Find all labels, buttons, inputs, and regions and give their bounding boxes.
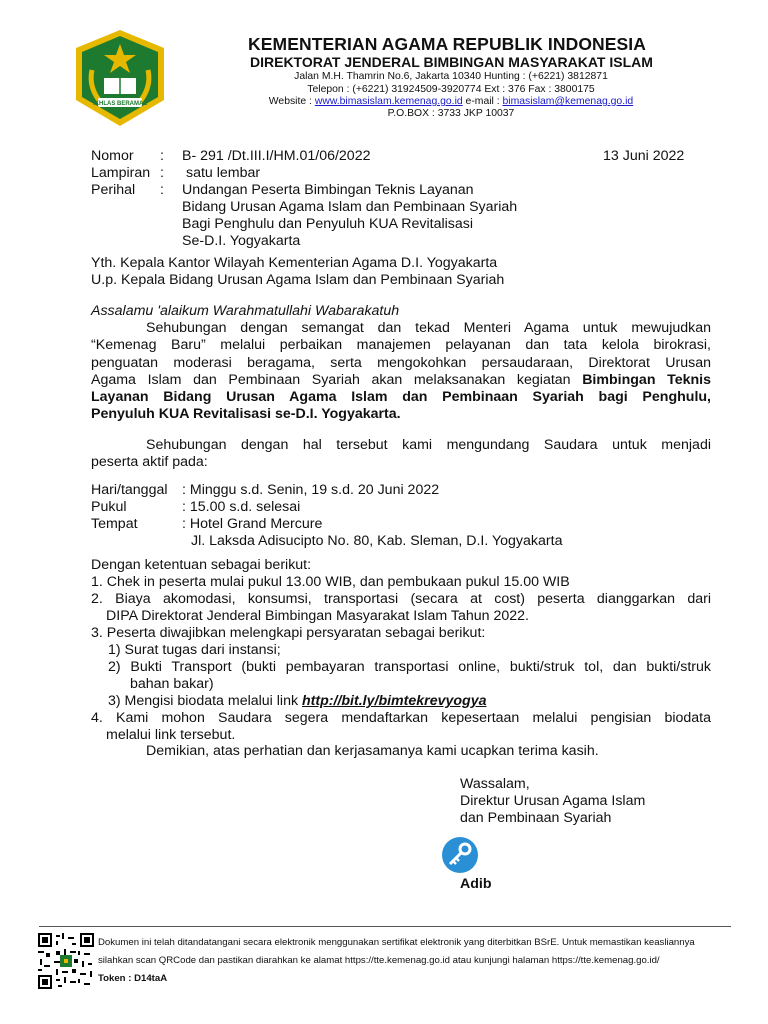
signer-title: Direktur Urusan Agama Islam	[460, 793, 646, 809]
term-item-4	[91, 710, 711, 727]
footer-token: Token : D14taA	[98, 973, 168, 984]
time-value: : 15.00 s.d. selesai	[182, 499, 301, 515]
terms-intro: Dengan ketentuan sebagai berikut:	[91, 557, 312, 573]
website-label: Website :	[268, 96, 315, 107]
header-web-line	[236, 96, 666, 107]
recipient-line: Yth. Kepala Kantor Wilayah Kementerian Agama D.I. Yogyakarta	[91, 255, 498, 271]
qr-code-icon[interactable]	[38, 933, 94, 989]
kemenag-logo	[68, 26, 172, 130]
nomor-label: Nomor	[91, 148, 134, 164]
requirement-2	[108, 659, 711, 676]
requirement-text: 3) Mengisi biodata melalui link	[108, 693, 302, 709]
paragraph-2	[91, 437, 711, 472]
footer-note: Dokumen ini telah ditandatangani secara elektronik menggunakan sertifikat elektronik yang diterbitkan BSrE. Untuk memastikan keasliannya	[98, 937, 695, 948]
term-item-2	[91, 591, 711, 608]
event-name-bold: Penyuluh KUA Revitalisasi se-D.I. Yogyakarta.	[91, 406, 401, 423]
perihal-line: Se-D.I. Yogyakarta	[182, 233, 301, 249]
lampiran-value: satu lembar	[186, 165, 261, 181]
place-value: : Hotel Grand Mercure	[182, 516, 323, 532]
event-name-bold: Bimbingan Teknis	[582, 371, 711, 388]
perihal-line: Bidang Urusan Agama Islam dan Pembinaan Syariah	[182, 199, 518, 215]
requirement-line: 2) Bukti Transport (bukti pembayaran transportasi online, bukti/struk tol, dan bukti/struk	[108, 659, 711, 675]
paragraph-line	[91, 372, 711, 389]
footer-note: silahkan scan QRCode dan pastikan diarahkan ke alamat https://tte.kemenag.go.id atau kunjungi halaman https://tte.kemenag.go.id/	[98, 955, 660, 966]
perihal-colon: :	[160, 182, 164, 198]
place-address: Jl. Laksda Adisucipto No. 80, Kab. Sleman, D.I. Yogyakarta	[191, 533, 563, 549]
place-label: Tempat	[91, 516, 138, 532]
requirement-line: bahan bakar)	[130, 676, 214, 692]
paragraph-line	[91, 389, 711, 406]
greeting: Assalamu 'alaikum Warahmatullahi Wabarakatuh	[91, 303, 400, 319]
header-pobox: P.O.BOX : 3733 JKP 10037	[387, 108, 515, 119]
event-name-bold: Layanan Bidang Urusan Agama Islam dan Pembinaan Syariah bagi Penghulu,	[91, 389, 711, 406]
day-label: Hari/tanggal	[91, 482, 168, 498]
salutation: Wassalam,	[460, 776, 530, 792]
lampiran-label: Lampiran	[91, 165, 151, 181]
directorate-title: DIREKTORAT JENDERAL BIMBINGAN MASYARAKAT ISLAM	[250, 54, 653, 70]
paragraph-text: Agama Islam dan Pembinaan Syariah akan melaksanakan kegiatan	[91, 371, 583, 388]
footer-divider	[39, 926, 731, 927]
header-address: Jalan M.H. Thamrin No.6, Jakarta 10340 Hunting : (+6221) 3812871	[294, 71, 608, 82]
paragraph-line: Sehubungan dengan hal tersebut kami mengundang Saudara untuk menjadi	[146, 437, 711, 453]
perihal-label: Perihal	[91, 182, 136, 198]
nomor-colon: :	[160, 148, 164, 164]
email-label: e-mail :	[462, 96, 503, 107]
perihal-line: Undangan Peserta Bimbingan Teknis Layanan	[182, 182, 474, 198]
paragraph-line: penguatan moderasi beragama, serta mengokohkan persaudaraan, Direktorat Urusan	[91, 354, 711, 371]
closing-text: Demikian, atas perhatian dan kerjasamanya kami ucapkan terima kasih.	[146, 743, 599, 759]
day-value: : Minggu s.d. Senin, 19 s.d. 20 Juni 2022	[182, 482, 440, 498]
signer-name: Adib	[460, 876, 492, 892]
ministry-title: KEMENTERIAN AGAMA REPUBLIK INDONESIA	[248, 34, 647, 54]
logo-text: IKHLAS BERAMAL	[93, 101, 147, 107]
paragraph-line	[91, 406, 711, 423]
signer-title: dan Pembinaan Syariah	[460, 810, 612, 826]
term-line: DIPA Direktorat Jenderal Bimbingan Masyarakat Islam Tahun 2022.	[106, 608, 529, 624]
paragraph-line: Sehubungan dengan semangat dan tekad Menteri Agama untuk mewujudkan	[146, 320, 711, 336]
paragraph-line: peserta aktif pada:	[91, 454, 208, 471]
paragraph-line: “Kemenag Baru” melalui perbaikan manajemen pelayanan dan tata kelola birokrasi,	[91, 337, 711, 354]
requirement-3	[108, 693, 486, 710]
nomor-value: B- 291 /Dt.III.I/HM.01/06/2022	[182, 148, 371, 164]
esign-icon	[441, 836, 479, 874]
term-item-1: 1. Chek in peserta mulai pukul 13.00 WIB, dan pembukaan pukul 15.00 WIB	[91, 574, 570, 590]
term-line: 4. Kami mohon Saudara segera mendaftarkan kepesertaan melalui pengisian biodata	[91, 710, 711, 726]
term-item-3: 3. Peserta diwajibkan melengkapi persyaratan sebagai berikut:	[91, 625, 486, 641]
recipient-line: U.p. Kepala Bidang Urusan Agama Islam dan Pembinaan Syariah	[91, 272, 505, 288]
term-line: melalui link tersebut.	[106, 727, 236, 743]
paragraph-1	[91, 320, 711, 424]
perihal-line: Bagi Penghulu dan Penyuluh KUA Revitalisasi	[182, 216, 474, 232]
lampiran-colon: :	[160, 165, 164, 181]
website-link[interactable]: www.bimasislam.kemenag.go.id	[314, 96, 463, 107]
email-link[interactable]: bimasislam@kemenag.go.id	[502, 96, 634, 107]
letter-date: 13 Juni 2022	[603, 148, 685, 164]
biodata-link[interactable]: http://bit.ly/bimtekrevyogya	[302, 693, 487, 709]
term-line: 2. Biaya akomodasi, konsumsi, transportasi (secara at cost) peserta dianggarkan dari	[91, 591, 711, 607]
header-phone: Telepon : (+6221) 31924509-3920774 Ext : 376 Fax : 3800175	[307, 84, 595, 95]
time-label: Pukul	[91, 499, 127, 515]
requirement-1: 1) Surat tugas dari instansi;	[108, 642, 281, 658]
